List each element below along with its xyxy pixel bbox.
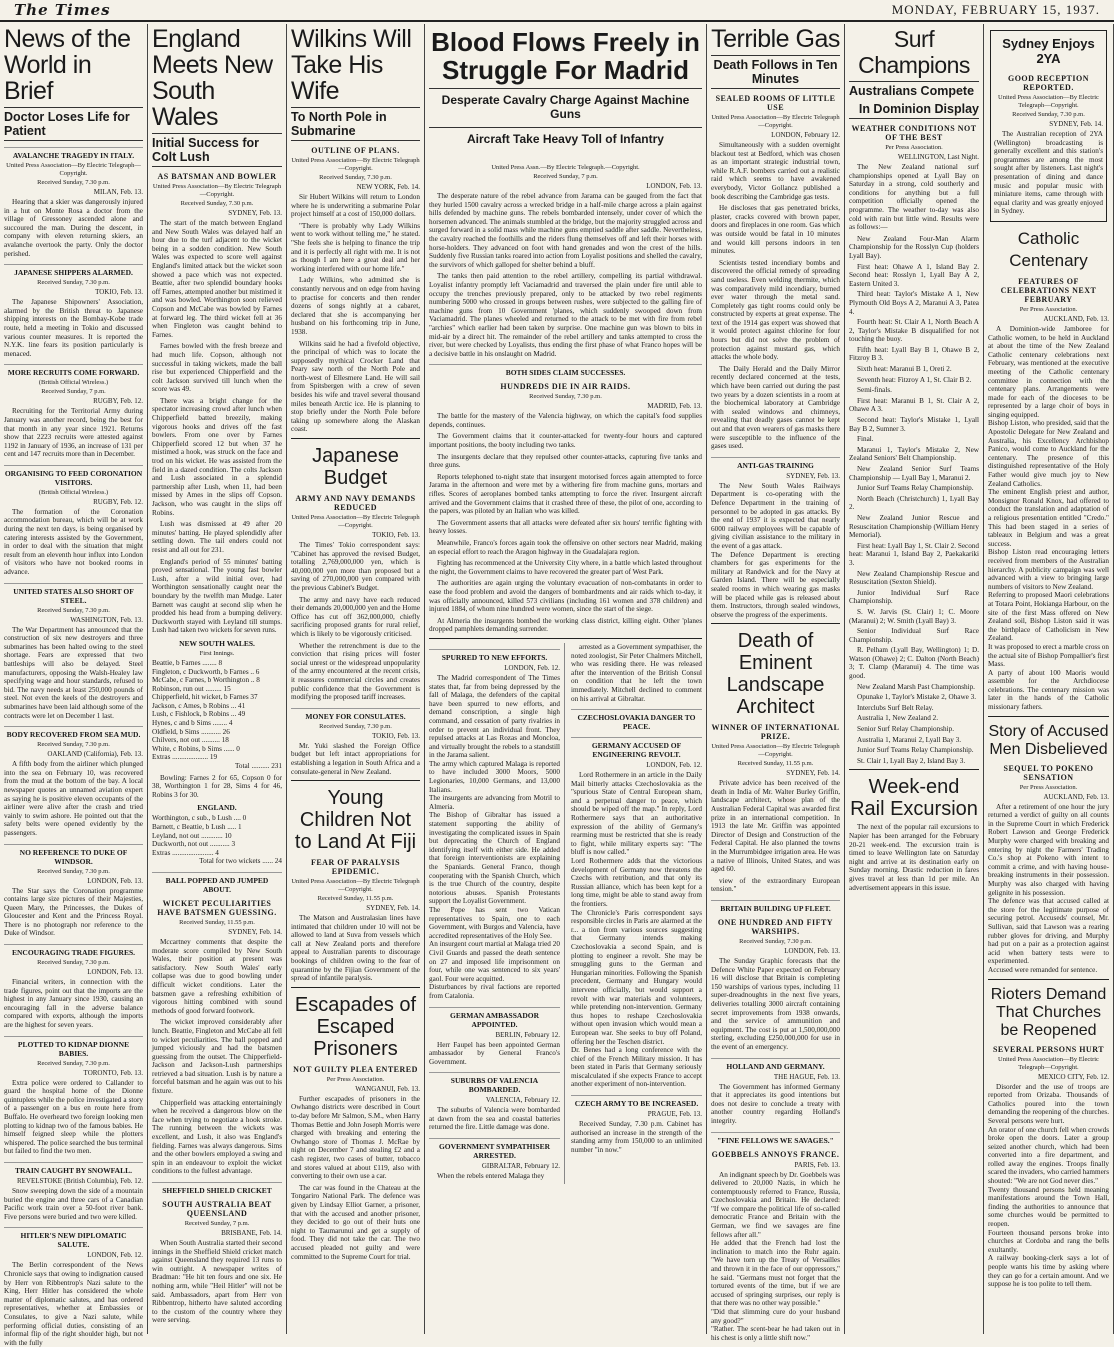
- kicker-pokeno: SEQUEL TO POKENO SENSATION: [1003, 763, 1094, 782]
- scorecard-eng-total: Total for two wickets ...... 24: [199, 857, 282, 866]
- received-fleet: Received Sunday, 7.30 p.m.: [739, 938, 812, 945]
- story-received: Received Sunday, 7.30 p.m.: [37, 179, 110, 186]
- story-head-both-sides: BOTH SIDES CLAIM SUCCESSES.: [429, 364, 702, 377]
- story-dateline: MILAN, Feb. 13.: [93, 188, 143, 196]
- story-head: GOVERNMENT SYMPATHISER ARRESTED.: [429, 1138, 560, 1160]
- story-dateline: TORONTO, Feb. 13.: [83, 1068, 143, 1077]
- catholic-text: A Dominion-wide Jamboree for Catholic women, to be held in Auckland at about the time of the New Zealand Catholic centenary celebrations next February, was mentioned at the executive meeting of the Catholic centenary committee in connection with the centenary plans. Arrangements were made for each of the dioceses to be represented by a large choir of boys in singing equipped. Bishop Liston, who presided, said that the Apostolic Delegate for New Zealand and Australia, his Excellency Archbishop Panico, would come to Auckland for the centenary. The presence of this distinguished representative of the Holy Father would give much joy to New Zealand Catholics. The eminent English priest and author, Monsignor Ronald Knox, had offered to conduct the translation and adaptation of a religious presentation entitled "Credo." This had been staged in a series of tableaux in Belgium and was a great success. Bishop Liston read encouraging letters received from members of the Australian hierarchy. A publicity campaign was well advanced with a view to bringing large numbers of visitors to New Zealand. Referring to proposed Maori celebrations at Totara Point, Hokianga Harbour, on the site of the first Mass offered on New Zealand soil, Bishop Liston said it was the birthplace of Catholicism in New Zealand. It was proposed to erect a marble cross on the actual site of Bishop Pompallier's first Mass. A party of about 100 Maoris would assemble for the Archdiocese celebrations. The centenary mission was later in the hands of the Catholic missionary fathers.: [988, 324, 1109, 712]
- score-line: Robinson, run out ......... 15: [152, 684, 231, 693]
- received-madrid: Received Sunday, 7 p.m.: [533, 173, 598, 180]
- rail-text: The next of the popular rail excursions to Napier has been arranged for the February 20-21 week-end. The excursion train is timed to leave Wellington late on Saturday night and arrive at its destination early on Sunday morning. Drastic reduction in fares gives travel at less than 1d per mile. An advertisement appears in this issue.: [849, 823, 979, 892]
- gas-paragraphs: [711, 141, 840, 451]
- headline-architect: Death of Eminent Landscape Architect: [726, 630, 825, 719]
- paragraph: He discloses that gas penetrated bricks, plaster, cracks covered with brown paper, doors and fireplaces in one room. Gas which was outside would be fatal in 10 minutes and would kill persons indoors in ten minutes.: [711, 204, 840, 256]
- paragraph: At Almeria the insurgents bombed the working class district, killing eight. Other 'planes dropped pamphlets demanding surrender.: [429, 616, 702, 634]
- masthead-date: MONDAY, FEBRUARY 15, 1937.: [891, 2, 1100, 17]
- dateline-wilkins: NEW YORK, Feb. 14.: [356, 183, 420, 191]
- paragraph: Sir Hubert Wilkins will return to London where he is underwriting a submarine Polar project himself at a cost of 150,000 dollars.: [291, 193, 420, 219]
- subhead-doctor: Doctor Loses Life for Patient: [4, 107, 143, 141]
- subhead-wilkins: To North Pole in Submarine: [291, 107, 420, 141]
- scorecard-title: NEW SOUTH WALES.: [179, 638, 255, 648]
- story-head-holland: HOLLAND AND GERMANY.: [711, 1058, 840, 1071]
- story-received: Received Sunday, 7.30 p.m.: [37, 606, 110, 614]
- story-dateline: REVELSTOKE (British Columbia), Feb. 12.: [16, 1176, 143, 1185]
- result-line: R. Pelham (Lyall Bay, Wellington) 1; D. Watson (Ohawe) 2; C. Dalton (North Beach) 3; T. Clamp (Maranui) 4. The time was good.: [849, 646, 979, 681]
- kicker-prisoners: NOT GUILTY PLEA ENTERED: [293, 1064, 418, 1074]
- result-line: Junior Individual Surf Race Championship.: [849, 588, 979, 606]
- result-line: First heat: Lyall Bay 1, St. Clair 2. Second heat: Maranui 1, Island Bay 2, Paekakariki 3.: [849, 541, 979, 567]
- result-line: New Zealand Marsh Past Championship.: [857, 682, 975, 691]
- dateline-rioters: MEXICO CITY, Feb. 12.: [1037, 1072, 1109, 1081]
- story-head: NO REFERENCE TO DUKE OF WINDSOR.: [4, 844, 143, 866]
- scorecard-eng-title: ENGLAND.: [197, 803, 237, 813]
- story-received: Received Sunday, 7.30 p.m.: [37, 741, 110, 749]
- story-text: Herr Faupel has been appointed German ambassador by General Franco's Government.: [429, 1040, 560, 1066]
- kicker-architect: WINNER OF INTERNATIONAL PRIZE.: [711, 723, 840, 742]
- headline-cricket: England Meets New South Wales: [152, 25, 273, 131]
- credit-accused: Per Press Association.: [1019, 783, 1078, 791]
- sheffield-text: When South Australia started their second innings in the Sheffield Shield cricket match against Queensland they required 13 runs to win outright. A newspaper writes of Bradman: "He hit ten fours and one six. He nothing arm, while "Heil Hitler" will not be said. Ambassadors, apart from Herr von Ribbentrop, hitherto have saluted according to the custom of the country where they were serving.: [152, 1239, 282, 1325]
- result-line: Third heat: Taylor's Mistake A 1, New Plymouth Old Boys A 2, Maranui A 3, Patea 4.: [849, 290, 979, 316]
- story-credit: United Press Association—By Electric Telegraph—Copyright.: [6, 162, 141, 177]
- kicker-sheffield: SOUTH AUSTRALIA BEAT QUEENSLAND: [162, 1200, 272, 1218]
- story-dateline: OAKLAND (California), Feb. 13.: [47, 750, 143, 759]
- headline-fiji: Young Children Not to Land At Fiji: [294, 787, 417, 854]
- column-madrid: [425, 24, 707, 1334]
- received-2ya: Received Sunday, 7.30 p.m.: [1012, 111, 1085, 118]
- kicker-catholic: FEATURES OF CELEBRATIONS NEXT FEBRUARY: [1000, 276, 1097, 304]
- antigas-text: The New South Wales Railways Department is co-operating with the Defence Department in the training of personnel to be adopted in gas attacks. By the end of 1937 it is expected that nearly 6000 railway employees will be capable of giving civilian assistance to the military in the event of a gas attack. The Defence Department is erecting chambers for gas experiments for the military at Randwick and for the Navy at Garden Island. There will be especially sealed rooms in which wearing gas masks will be placed while gas is released about them. Instructors, through sealed windows, observe the progress of the experiments.: [711, 481, 840, 619]
- story-head: ORGANISING TO FEED CORONATION VISITORS.: [4, 465, 143, 487]
- paragraph: Lush was dismissed at 49 after 20 minutes' batting. He played splendidly after settling down. The tail enders could not resist and all out for 231.: [152, 520, 282, 554]
- result-line: Maranui 1, Taylor's Mistake 2, New Zealand Seniors' Belt Championship.: [849, 445, 979, 463]
- headline-rail: Week-end Rail Excursion: [850, 776, 978, 821]
- score-line: Oldfield, b Sims ........... 26: [152, 727, 230, 736]
- goebbels-text: An indignant speech by Dr. Goebbels was delivered to 20,000 Nazis, in which he contemptuously referred to France, Russia, Czechoslovakia and Britain. He declared: "If we compare the political life of so-called democratic France and Britain with the German, we find we savages are fine fellows after all." He added that the French had lost the inclination to match into the Ruhr again. "We have torn up the Treaty of Versailles and thrown it in the face of our oppressors," he said. "Germans must not forget that the tortured events of the time, but if we are accused of springing surprises, our reply is that there was no other way possible." "Did that slimming cure do your husband any good?" "Rather. The scent-bear he had taken out in his chest is only a little shift now.": [711, 1170, 840, 1342]
- story-received: Received Sunday, 7.30 p.m.: [37, 279, 110, 287]
- dateline-both-sides: MADRID, Feb. 13.: [647, 402, 702, 411]
- kicker-goebbels: GOEBBELS ANNOYS FRANCE.: [711, 1149, 840, 1159]
- headline-gas: Terrible Gas: [711, 25, 840, 53]
- score-line: McCabe, c Farnes, b Worthington .. 8: [152, 676, 260, 685]
- paragraph: The tanks then paid attention to the rebel artillery, compelling its partial withdrawal. Loyalist infantry promptly left Vaciamadrid and traversed the plain under fire until able to occupy the trenches previously prepared, only to be attacked by two rebel regiments numbering 5000 who crossed in groups between rushes, were subjected to the galling fire of machine guns from 10 Government 'planes, which suddenly swooped down from Vaciamadrid. The planes wheeled and returned to the attack to be met with fire from rebel "archies" which earlier had been taken by surprise. One machine gun was blown to bits in mid-air by a direct hit. The remainder of the rebel artillery and tanks attempted to cross the river, but were checked by Loyalists, thus ending the first phase of what Franco hopes will be a decisive battle in his onslaught on Madrid.: [429, 272, 702, 358]
- dateline-goebbels: PARIS, Feb. 13.: [794, 1160, 840, 1169]
- paragraph: The car was found in the Chateau at the Tongariro National Park. The defence was given by Lindsay Elliot Garner, a prisoner, that with the accused and another prisoner, they decided to go out of their huts one night to Taumarunui and get a supply of food. They did not take the car. The two accused pleaded not guilty and were committed to the Supreme Court for trial.: [291, 1183, 420, 1261]
- result-line: Fourth heat: St. Clair A 1, North Beach A 2, Taylor's Mistake B disqualified for not touching the buoy.: [849, 318, 979, 344]
- result-line: Junior Surf Teams Relay Championship.: [857, 746, 974, 755]
- madrid-lower-right: [571, 643, 702, 1184]
- story-received: Received Sunday, 7.30 p.m.: [37, 1059, 110, 1067]
- headline-2ya: Sydney Enjoys 2YA: [1002, 36, 1095, 66]
- kicker-fleet: ONE HUNDRED AND FIFTY WARSHIPS.: [717, 918, 834, 936]
- fiji-text: The Matson and Australasian lines have intimated that children under 10 will not be allowed to land at Suva from vessels which call at New Zealand ports and therefore appeal to Australian parents to discourage bookings of children owing to the fear of quarantine by the Fijian Government of the spread of infantile paralysis.: [291, 914, 420, 983]
- story-head: SPURRED TO NEW EFFORTS.: [429, 649, 560, 662]
- story-text: The Star says the Coronation programme contains large size pictures of their Majesties, Queen Mary, the Princesses, the Dukes of Gloucester and Kent and the Princess Royal. There is no photograph nor reference to the Duke of Windsor.: [4, 886, 143, 938]
- result-line: New Zealand Championship Rescue and Resuscitation (Sexton Shield).: [849, 569, 979, 587]
- score-line: Extras .................... 19: [152, 753, 218, 762]
- dateline-sheffield: BRISBANE, Feb. 14.: [221, 1229, 282, 1237]
- story-head: GERMANY ACCUSED OF ENGINEERING REVOLT.: [571, 737, 702, 759]
- story-head: CZECH ARMY TO BE INCREASED.: [571, 1095, 702, 1108]
- credit-architect: United Press Association—By Electric Telegraph—Copyright.: [711, 743, 840, 759]
- wicket-paragraphs: [152, 938, 282, 1176]
- credit-prisoners: Per Press Association.: [326, 1075, 385, 1083]
- cricket-paragraphs: [152, 219, 282, 635]
- paragraph: The authorities are again urging the voluntary evacuation of non-combatants in order to ease the food problem and avoid the dangers of bombardments and air raids which to-day, it was officially announced, killed 573 civilians (including 161 women and 378 children) and injured 1884, of whom nine hundred were women, since the start of the siege.: [429, 579, 702, 614]
- wilkins-paragraphs: [291, 193, 420, 434]
- subhead-cavalry: Desperate Cavalry Charge Against Machine Guns: [429, 88, 702, 125]
- story-head: TRAIN CAUGHT BY SNOWFALL.: [4, 1162, 143, 1175]
- paragraph: "There is probably why Lady Wilkins went to work without telling me," he stated. "She feels she is helping to finance the trip and it is perfectly all right with me. It is not as though I am here a great deal and her working interfered with our home life.": [291, 221, 420, 273]
- dateline-consulates: TOKIO, Feb. 13.: [372, 731, 420, 740]
- score-line: Beattie, b Farnes ........ 8: [152, 658, 223, 667]
- result-line: First heat: Ohawe A 1, Island Bay 2. Second heat: Rosslyn 1, Lyall Bay A 2, Eastern United 3.: [849, 262, 979, 288]
- column-gas: [707, 24, 845, 1342]
- dateline-antigas: SYDNEY, Feb. 13.: [786, 471, 840, 480]
- story-text: Lord Rothermere in an article in the Daily Mail bitterly attacks Czechoslovakia as the "spurious State of Central European sham, and a perpetual danger to peace, which should be wiped off the map." In reply, Lord Rothermere says that an authoritative expression of the ability of Germany's rearming must be restricted that she is ready to fight, while military experts say: "The bluff is now called." Lord Rothermere adds that the victorious development of Germany now threatens the Czechs with retribution, and that only its Russian alliance, which has been kept for a long time, might be able to stand away from the frontiers. The Chronicle's Paris correspondent says responsible circles in Paris are alarmed at the r... a tion from various sources suggesting that Germany intends making Czechoslovakia a second Spain, and is plotting to engineer a revolt. She may be smuggling guns to the German and Hungarian minorities. Following the Spanish precedent, Germany and Hungary would intervene officially, but would support a revolt with war materials and volunteers, while pretending non-intervention. Germany thus hopes to reshape Czechoslovakia without open invasion which would mean a European war. She seeks to buy off Poland, offering her the Teschen district. Dr. Benes had a long conference with the chief of the French Military mission. It has been stated in Paris that Germany seriously miscalculated if she expects France to accept another experiment of non-intervention.: [571, 771, 702, 1089]
- paragraph: The wicket improved considerably after lunch. Beattie, Fingleton and McCabe all fell to wicket peculiarities. The ball popped and jumped viciously and had the batsmen guessing from the outset. The Chipperfield-Jackson and Jackson-Lush partnerships retrieved a bad situation. Lush is by nature a forceful batsman and he again was out to his fixture.: [152, 1018, 282, 1096]
- story-head: SUBURBS OF VALENCIA BOMBARDED.: [429, 1072, 560, 1094]
- column-wilkins: [287, 24, 425, 1334]
- paragraph: Wilkins said he had a fivefold objective, the principal of which was to locate the supposedly mythical Crocker Land that Peary saw north of the North Pole and north-west of Ellesmere Land. He will sail from Spitsbergen with a crew of seven besides his wife and travel several thousand miles beneath Arctic ice. He is planning to stop briefly under the North Pole before taking up somewhere along the Alaskan coast.: [291, 339, 420, 434]
- rioters-text: Disorder and the use of troops are reported from Orizaba. Thousands of Catholics poured into the town demanding the reopening of the churches. Several persons were hurt. An orator of one church fell when crowds broke open the doors. Later a group seized another church, which had been converted into a fire department, and rolled away the engines. Troops finally scared the invaders, who carried hammers shouted: "We are not God never dies." Twenty thousand persons held meaning manifestations around the Town Hall, finding the authorities to announce that some churches would be permitted to reopen. Fourteen thousand persons broke into churches at Cordoba and rang the bells exultantly. A railway booking-clerk says a lot of people wants his time by asking where they can go for a certain amount. And we suppose he is too polite to tell them.: [988, 1082, 1109, 1289]
- story-head-savages: "FINE FELLOWS WE SAVAGES.": [711, 1132, 840, 1145]
- rule: [291, 780, 420, 781]
- headline-rioters: Rioters Demand That Churches be Reopened: [990, 985, 1107, 1039]
- story-text: The formation of the Coronation accommodation bureau, which will be at work during the next ten days, is being organised by catering interests assisted by the Government, in order to deal with the situation that might result from an eleventh hour influx into London of visitors who have not booked rooms in advance.: [4, 507, 143, 577]
- paragraph: The Daily Herald and the Daily Mirror recently declared concerned at the tests, which have been carried out during the past two years by a dozen scientists in a room at the biochemical laboratory at Cambridge with sealed windows and chimneys, revealing that deadly gases cannot be kept out and that even wearers of gas masks there were susceptible to the influence of the gases used.: [711, 364, 840, 451]
- credit-gas: United Press Association—By Electric Telegraph—Copyright.: [711, 114, 840, 129]
- scorecard-sub: First Innings.: [199, 649, 235, 657]
- surf-text: The New Zealand national surf championships opened at Lyall Bay on Saturday in a strong, cold southerly and conditions for anything but a full competition officially opened the programme. The weather to-day was also cold with rain but little wind. Results were as follows:—: [849, 163, 979, 232]
- story-head: GERMAN AMBASSADOR APPOINTED.: [429, 1007, 560, 1029]
- paragraph: Further escapades of prisoners in the Owhango districts were described in Court to-day before Mr Salmon, S.M., when Harry Thomas Bettie and John Joseph Morris were charged with breaking and entering the Owhango store of Thomas J. McRae by night on December 7 and stealing £2 and a cash register, two cases of butter, tobacco and stores valued at about £119, also with converting to their own use a car.: [291, 1094, 420, 1181]
- credit-catholic: Per Press Association.: [1019, 305, 1078, 313]
- paragraph: The Government claims that it counter-attacked for twenty-four hours and captured important positions, the booty including two tanks.: [429, 432, 702, 450]
- headline-accused: Story of Accused Men Disbelieved: [988, 722, 1109, 758]
- rule: [988, 979, 1109, 980]
- architect-tail: view of the extraordinary European tension.": [711, 876, 840, 894]
- story-text: Received Sunday, 7.30 p.m. Cabinet has authorised an increase in the strength of the standing army from 150,000 to an unlimited number "in now.": [571, 1120, 702, 1154]
- story-text: Recruiting for the Territorial Army during January was another record, being the best for that month in any year since 1921. Returns show that 2223 recruits were attested against 1192 in January of 1936, an increase of 131 per cent and 147 recruits more than in December.: [4, 407, 143, 459]
- story-head: CZECHOSLOVAKIA DANGER TO PEACE.: [571, 709, 702, 731]
- world-brief-stories: [4, 147, 143, 1347]
- result-line: St. Clair 1, Lyall Bay 2, Island Bay 3.: [857, 756, 966, 765]
- credit-wilkins: United Press Association—By Electric Telegraph—Copyright.: [291, 157, 420, 172]
- paragraph: Fighting has recommenced at the University City where, in a battle which lasted throughout the night, the Government claims to have recovered the greater part of West Park.: [429, 559, 702, 576]
- paragraph: There was a bright change for the spectator increasing crowd after lunch when Chipperfield batted breezily, making vigorous hooks and drives off the fast bowlers. From one over by Farnes Chipperfield scored 12 but when 37 he mistimed a hook, was struck on the face and trod on his wicket. He was assisted from the field in a dazed condition. The colts Jackson and Lush associated in a splendid partnership after Lush, when 11, had been missed by Ames in the slips off Copson. Jackson, who was caught in the slips off Robins.: [152, 396, 282, 517]
- story-dateline: TOKIO, Feb. 13.: [95, 288, 143, 297]
- score-line: Lush, c Fishlock, b Robins ... 49: [152, 710, 246, 719]
- credit-cricket: United Press Association—By Electric Telegraph—Copyright.: [152, 183, 282, 198]
- score-line: Extras ....................... 4: [152, 848, 219, 857]
- headline-catholic: Catholic Centenary: [1009, 228, 1088, 270]
- story-head: PLOTTED TO KIDNAP DIONNE BABIES.: [4, 1036, 143, 1058]
- subhead-dominion: In Dominion Display: [849, 100, 979, 119]
- column-cricket: [148, 24, 287, 1334]
- credit-surf: Per Press Association.: [885, 144, 943, 151]
- story-text: The Japanese Shipowners' Association, alarmed by the British threat to Japanese shipping interests on the Bombay-Kobe trade route, held a meeting in Tokio and discussed various counter measures. It is reported the N.Y.K. line fears its position particularly is menaced.: [4, 298, 143, 358]
- holland-text: The Government has informed Germany that it appreciates its good intentions but does not desire to conclude a treaty with another country regarding Holland's integrity.: [711, 1082, 840, 1125]
- result-line: Fifth heat: Lyall Bay B 1, Ohawe B 2, Fitzroy B 3.: [849, 345, 979, 363]
- credit-madrid: United Press Assn.—By Electric Telegraph.—Copyright.: [491, 164, 640, 171]
- dateline-gas: LONDON, February 12.: [771, 131, 840, 139]
- result-line: Seventh heat: Fitzroy A 1, St. Clair B 2.: [857, 375, 972, 384]
- accused-text: After a retirement of one hour the jury returned a verdict of guilty on all counts in the Supreme Court in which Frederick Robert Lawson and George Frederick Murphy were charged with breaking and entering by night the Farmers' Trading Co.'s shop at Pokeno with intent to commit a crime, and with having house-breaking instruments in their possession. Murphy was also charged with having gelignite in his possession. The defence was that accused called at the store for the legitimate purpose of securing petrol. Accuseds' counsel, Mr. Sullivan, said that Lawson was a rearing rubber gloves for driving, and Murphy had put on a pair as a protection against acid when battery tests were to experimented. Accused were remanded for sentence.: [988, 802, 1109, 974]
- received-wicket: Received Sunday, 11.55 p.m.: [179, 918, 255, 926]
- result-line: Second heat: Taylor's Mistake 1, Lyall Bay B 2, Sumner 3.: [849, 416, 979, 433]
- score-line: Leyland, not out ............ 10: [152, 831, 232, 840]
- story-text: The suburbs of Valencia were bombarded at dawn from the sea and coastal batteries returned the fire. Little damage was done.: [429, 1106, 560, 1132]
- paragraph: The insurgents declare that they repulsed other counter-attacks, capturing five tanks and three guns.: [429, 452, 702, 470]
- story-head: ENCOURAGING TRADE FIGURES.: [4, 944, 143, 957]
- score-line: Chipperfield, hit wicket, b Farnes 37: [152, 693, 258, 702]
- result-line: Interclubs Surf Belt Relay.: [857, 703, 934, 712]
- story-head-antigas: ANTI-GAS TRAINING: [711, 457, 840, 470]
- story-head-consulates: MONEY FOR CONSULATES.: [291, 708, 420, 721]
- headline-madrid: Blood Flows Freely in Struggle For Madrid: [431, 27, 700, 85]
- kicker-reception: GOOD RECEPTION REPORTED.: [1007, 74, 1089, 92]
- dateline-prisoners: WANGANUI, Feb. 13.: [355, 1084, 420, 1093]
- 2ya-text: The Australian reception of 2YA (Wellington) broadcasting is generally excellent and this station's programmes are among the most sought after by listeners. Last night's presentation of dining and dance music and popular music with miniature items, came through with equal clarity and was greatly enjoyed in Sydney.: [994, 130, 1103, 216]
- story-received: Received Sunday, 7.30 p.m.: [37, 867, 110, 875]
- paragraph: Simultaneously with a sudden overnight blackout test at Bedford, which was chosen as an important strategic industrial town, while R.A.F. bombers carried out a realistic raid which seems to have awakened everybody, Victor Gollancz published a book describing the Cambridge gas tests.: [711, 141, 840, 201]
- story-dateline: RUGBY, Feb. 12.: [93, 397, 143, 406]
- dateline-budget: TOKIO, Feb. 13.: [372, 531, 420, 540]
- kicker-weather: WEATHER CONDITIONS NOT OF THE BEST: [851, 124, 977, 142]
- story-dateline: PRAGUE, Feb. 13.: [647, 1110, 702, 1119]
- received-architect: Received Sunday, 11.55 p.m.: [737, 760, 814, 768]
- scorecard-eng: [152, 814, 282, 857]
- story-received: Received Sunday, 7 p.m.: [41, 388, 106, 396]
- story-text: Snow sweeping down the side of a mountain buried the engine and three cars of a Canadian Pacific work train over a 50-foot river bank. Five persons were buried and two were killed.: [4, 1186, 143, 1221]
- score-line: White, c Robins, b Sims ...... 0: [152, 744, 240, 753]
- credit-rioters: United Press Association—By Electric Telegraph—Copyright.: [998, 1055, 1099, 1071]
- story-dateline: WASHINGTON, Feb. 13.: [70, 615, 143, 624]
- paragraph: The desperate nature of the rebel advance from Jarama can be gauged from the fact that they hurled 1500 cavalry across a wrecked bridge in a half-mile charge across a plain against hills defended by machine guns. The rebels bombarded intensely, under cover of which the horsemen advanced. The animals stumbled at the bridge, but the majority struggled across and surged forward in a solid mass while machine guns emptied saddle after saddle. Nevertheless, the cavalry reached the foothills and the riders flung themselves off and left their horses with horse-holders. They advanced on foot with hand grenades and won the crest of the hills. Suddenly five Russian tanks roared into action from Loyalist positions and shelled the cavalry, the survivors of which galloped for shelter behind a bluff.: [429, 192, 702, 269]
- story-head-ball-popped: BALL POPPED AND JUMPED ABOUT.: [152, 872, 282, 894]
- dateline-wicket: SYDNEY, Feb. 14.: [228, 927, 282, 936]
- dateline-fleet: LONDON, Feb. 13.: [784, 947, 840, 955]
- kicker-cricket: AS BATSMAN AND BOWLER: [157, 172, 277, 181]
- story-head: MORE RECRUITS COME FORWARD.: [4, 364, 143, 377]
- rule: [291, 987, 420, 988]
- rule: [849, 769, 979, 770]
- kicker-budget: ARMY AND NAVY DEMANDS REDUCED: [295, 494, 416, 513]
- kicker-rioters: SEVERAL PERSONS HURT: [992, 1044, 1105, 1054]
- paragraph: Chipperfield was attacking entertainingly when he received a dangerous blow on the face when trying to negotiate a hook stroke. The running between the wickets was excellent, and Lush, it also was England's fielding. Farnes was always dangerous. Sims and the other bowlers employed a swing and spin in an endeavour to exploit the wicket conditions to the fullest advantage.: [152, 1098, 282, 1176]
- story-credit: (British Official Wireless.): [38, 488, 109, 496]
- result-line: New Zealand Senior Surf Teams Championship — Lyall Bay 1, Maranui 2.: [849, 465, 979, 482]
- result-line: Senior Individual Surf Race Championship.: [849, 627, 979, 644]
- story-dateline: LONDON, Feb. 12.: [504, 663, 560, 672]
- paragraph: Scientists tested incendiary bombs and discovered the official remedy of spreading sand useless. Even welding thermite, which was comparatively mild incendiary, burned ever water through the metal sand. Completely gas tight rooms could only be constructed by experts at great expense. The text of the 1914 gas expert was showed that it would protect against chlorine for four hours but did not solve the problem of protection against mustard gas, which attacks the whole body.: [711, 258, 840, 362]
- story-text: Hearing that a skier was dangerously injured in a hut on Monte Rosa a doctor from the village of Gressoney ascended alone and succoured the man. During the descent, in company with eleven returning skiers, an avalanche overtook the party. Only the doctor perished.: [4, 198, 143, 258]
- result-line: Senior Surf Relay Championship.: [857, 725, 955, 734]
- dateline-madrid: LONDON, Feb. 13.: [646, 182, 702, 190]
- credit-fiji: United Press Association—By Electric Telegraph—Copyright.: [291, 878, 420, 894]
- fleet-text: The Sunday Graphic forecasts that the Defence White Paper expected on February 16 will disclose that Britain is completing 150 warships of various types, including 11 super-dreadnoughts in the next five years, deliveries totalling 3000 aircraft containing secret improvements from 1938 onwards, and the service of ammunition and equipment. The cost is put at 1,500,000,000 sterling, excluding £250,000,000 for use in the event of an emergency.: [711, 957, 840, 1051]
- paragraph: The start of the match between England and New South Wales was delayed half an hour due to the turf adjacent to the wicket being in a sodden condition. New South Wales was expected to score well against England's limited attack but the wicket soon showed a pace which was not expected. Beattie, after two splendid boundary hooks off Farnes, attempted another but mistimed it and was bowled. Worthington soon relieved Copson and McCabe was bowled by Farnes at forward leg. The third wicket fell at 36 when Fingleton was caught behind to Farnes.: [152, 219, 282, 339]
- kicker-wilkins: OUTLINE OF PLANS.: [311, 146, 400, 155]
- bowling-figures: Bowling: Farnes 2 for 65, Copson 0 for 38, Worthington 1 for 28, Sims 4 for 46, Robins 3 for 30.: [152, 773, 282, 799]
- result-line: New Zealand Four-Man Alarm Championship for the Rosslyn Cup (holders Lyall Bay).: [849, 234, 979, 260]
- received-both-sides: Received Sunday, 7.30 p.m.: [529, 393, 602, 401]
- result-line: S. W. Jarvis (St. Clair) 1; C. Moore (Maranui) 2; W. Smith (Lyall Bay) 3.: [849, 607, 979, 625]
- paragraph: The army and navy have each reduced their demands 20,000,000 yen and the Home Office has cut off 362,000,000, chiefly sacrificing proposed grants for rural relief, which is likely to be vigorously criticised.: [291, 595, 420, 638]
- story-dateline: RUGBY, Feb. 12.: [93, 497, 143, 506]
- kicker-wicket: WICKET PECULIARITIES HAVE BATSMEN GUESSING.: [157, 898, 277, 917]
- kicker-fiji: FEAR OF PARALYSIS EPIDEMIC.: [310, 858, 401, 877]
- score-line: Worthington, c sub., b Lush .... 0: [152, 814, 247, 823]
- paragraph: The Government asserts that all attacks were defeated after six hours' terrific fighting with heavy losses.: [429, 518, 702, 536]
- received-sheffield: Received Sunday, 7 p.m.: [184, 1220, 250, 1227]
- credit-2ya: United Press Association—By Electric Telegraph—Copyright.: [998, 94, 1099, 109]
- dateline-cricket: SYDNEY, Feb. 13.: [228, 209, 282, 217]
- result-line: North Beach (Christchurch) 1, Lyall Bay 2.: [849, 494, 979, 512]
- kicker-air-raids: HUNDREDS DIE IN AIR RAIDS.: [500, 382, 631, 392]
- story-dateline: LONDON, Feb. 13.: [87, 876, 143, 885]
- rule: [429, 638, 702, 639]
- subhead-australians: Australians Compete: [849, 81, 979, 100]
- paragraph: The battle for the mastery of the Valencia highway, on which the capital's food supplies depends, continues.: [429, 412, 702, 429]
- dateline-holland: THE HAGUE, Feb. 13.: [773, 1072, 840, 1081]
- story-text: The War Department has announced that the construction of six new destroyers and three submarines has been halted owing to the steel shortage. Fears are expressed that two battleships will also be delayed. Steel manufacturers, opposing the Walsh-Healey law specifying wage and hour standards, refused to bid. The navy needs at least 250,000 pounds of steel. Not even the keels of the destroyers and submarines have been laid although some of the contracts were let on December 1 last.: [4, 625, 143, 720]
- rule: [711, 623, 840, 624]
- story-dateline: LONDON, Feb. 12.: [87, 1251, 143, 1260]
- story-head: HITLER'S NEW DIPLOMATIC SALUTE.: [4, 1227, 143, 1249]
- result-line: Final.: [857, 435, 874, 444]
- story-text: arrested as a Government sympathiser, the noted zoologist, Sir Peter Chalmers Mitchell, who was residing there. He was released after the intervention of the British Consul on condition that he left the town immediately. Mitchell declined to comment on his arrival at Gibraltar.: [571, 642, 702, 703]
- headline-prisoners: Escapades of Escaped Prisoners: [294, 993, 417, 1060]
- story-head-fleet: BRITAIN BUILDING UP FLEET.: [711, 900, 840, 913]
- story-head: JAPANESE SHIPPERS ALARMED.: [4, 264, 143, 277]
- result-line: Junior Surf Teams Relay Championship.: [857, 484, 974, 493]
- story-head: AVALANCHE TRAGEDY IN ITALY.: [4, 147, 143, 160]
- rule: [291, 438, 420, 439]
- kicker-gas: SEALED ROOMS OF LITTLE USE: [715, 94, 836, 112]
- story-head: BODY RECOVERED FROM SEA MUD.: [4, 726, 143, 739]
- story-text: Financial writers, in connection with the trade figures, point out that the imports are the highest in any January since 1930, causing an encouraging fall in the adverse balance compared with exports, although the imports are the highest for seven years.: [4, 978, 143, 1030]
- story-dateline: GIBRALTAR, February 12.: [481, 1162, 560, 1171]
- paragraph: Meanwhile, Franco's forces again took the offensive on other sectors near Madrid, making an especial effort to reach the Aragon highway in the Guadalajara region.: [429, 539, 702, 556]
- dateline-surf: WELLINGTON, Last Night.: [897, 153, 979, 161]
- dateline-architect: SYDNEY, Feb. 14.: [786, 769, 840, 778]
- paragraph: Whether the retrenchment is due to the conviction that rising prices will foster social unrest or the widespread unpopularity of the army encountered at the recent crisis, it reassures commercial circles and creates public confidence that the Government is modifying the proposed tariff increases.: [291, 641, 420, 702]
- headline-world-brief: News of the World in Brief: [4, 25, 131, 105]
- story-text: The Madrid correspondent of The Times states that, far from being depressed by the fall of Malaga, the defenders of the capital have been spurred to new efforts, and demand conscription, a single high command, and cessation of party rivalries in order to prevent an individual front. They repulsed attacks at Las Rozas and Moncloa, and virtually brought the rebels to a standstill in the Jarama salient. The army which captured Malaga is reported to have included 3000 Moors, 5000 Legionaries, 10,000 Germans, and 13,000 Italians. The insurgents are advancing from Motril to Almeria. The Bishop of Gibraltar has issued a statement supporting the ability of investigating the complicated issues in Spain but deprecating the Church of England identifying itself with either side. He added that foreign interventionists are explaining the Spaniards. General Franco, though cooperating with the Spanish Church, which is the true Church of the country, despite notorious abuses. Spanish Protestants support the Loyalist Government. The Pope has sent two Vatican representatives to Spain, one to each Government, with Burgos and Valencia, have accredited representatives of the Holy See. An insurgent court martial at Malaga tried 20 Civil Guards and passed the death sentence on 27 and imposed life imprisonment on four, while one was sentenced to six years' gaol. Four were acquitted. Disturbances by rival factions are reported from Catalonia.: [429, 673, 560, 1000]
- received-wilkins: Received Sunday, 7.30 p.m.: [319, 174, 392, 181]
- column-world-brief: [0, 24, 148, 1347]
- prisoners-paragraphs: [291, 1095, 420, 1261]
- rule: [988, 716, 1109, 717]
- received-cricket: Received Sunday, 7.30 p.m.: [180, 200, 254, 207]
- story-text: The Berlin correspondent of the News Chronicle says that owing to indignation caused by Herr von Ribbentrop's Nazi salute to the King, Herr Hitler has considered the whole matter of diplomatic salutes, and has ordered representatives, whether at Embassies or Consulates, to give a Nazi salute, while performing official duties, consisting of an informal flip of the right shoulder high, but not with the fully: [4, 1261, 143, 1347]
- result-line: Australia 1, New Zealand 2.: [857, 714, 939, 723]
- headline-surf: Surf Champions: [858, 26, 970, 78]
- headline-wilkins: Wilkins Will Take His Wife: [291, 25, 412, 105]
- result-line: Opunake 1, Taylor's Mistake 2, Ohawe 3.: [857, 693, 977, 702]
- column-sydney: [984, 24, 1114, 1334]
- story-received: Received Sunday, 7.30 p.m.: [37, 959, 110, 967]
- story-dateline: VALENCIA, February 12.: [485, 1096, 560, 1105]
- scorecard-nsw: [152, 659, 282, 762]
- score-line: Barnett, c Beattie, b Lush ..... 1: [152, 823, 242, 831]
- story-dateline: BERLIN, February 12.: [495, 1030, 560, 1039]
- architect-text: Private advice has been received of the death in India of Mr. Walter Burley Griffin, landscape architect, whose plan of the Australian Federal Capital was awarded first prize in an international competition. In 1913 the late Mr. Griffin was appointed Director of Design and Construction of the Federal Capital. He also planned the towns in the Murrumbidgee irrigation area. He was a native of Illinois, United States, and was aged 60.: [711, 779, 840, 874]
- story-text: Extra police were ordered to Callander to guard the hospital home of the Dionne quintuplets while the police investigated a story of a passenger on a bus en route here from Buffalo. He overheard two foreign looking men plotting to kidnap two of the famous babies. He himself feigned sleep while the plotters whispered. The police searched the bus terminal but failed to find the two men.: [4, 1078, 143, 1156]
- dateline-accused: AUCKLAND, Feb. 13.: [1043, 792, 1109, 801]
- headline-japanese-budget: Japanese Budget: [312, 445, 399, 490]
- story-text: When the rebels entered Malaga they: [437, 1172, 545, 1181]
- score-line: Duckworth, not out ........... 3: [152, 840, 236, 849]
- result-line: Australia 1, Maranui 2, Lyall Bay 3.: [857, 735, 961, 744]
- result-line: First heat: Maranui B 1, St. Clair A 2, Ohawe A 3.: [849, 396, 979, 414]
- story-dateline: LONDON, Feb. 13.: [87, 968, 143, 977]
- consulates-text: Mr. Yuki slashed the Foreign Office budget but left intact appropriations for establishing a legation in South Africa and a consulate-general in New Zealand.: [291, 741, 420, 776]
- madrid-lower-left: [429, 643, 565, 1184]
- story-head: UNITED STATES ALSO SHORT OF STEEL.: [4, 583, 143, 605]
- column-surf: [845, 24, 984, 1334]
- masthead: [0, 0, 1114, 22]
- scorecard-total: Total .......... 231: [234, 762, 282, 771]
- subhead-gas: Death Follows in Ten Minutes: [711, 55, 840, 89]
- madrid-paragraphs: [429, 192, 702, 358]
- masthead-title: The Times: [14, 1, 111, 19]
- score-line: Jackson, c Ames, b Robins ... 41: [152, 701, 246, 710]
- paragraph: England's period of 55 minutes' batting proved sensational. The young fast bowler Lush, after a wild initial over, had Worthington sensationally caught near the boundary by the twelfth man Mudge. Later Barnett was caught at second slip when he prodded his head from a bumping delivery. Duckworth stayed with Leyland till stumps. Lush had taken two wickets for seven runs.: [152, 557, 282, 635]
- budget-paragraphs: [291, 541, 420, 702]
- box-sydney-2ya: [990, 30, 1107, 222]
- dateline-catholic: AUCKLAND, Feb. 13.: [1043, 314, 1109, 323]
- paragraph: Lady Wilkins, who admitted she is constantly nervous and on edge from having to practise for concerts and then render dozens of songs nightly at a cabaret, declared that she is accompanying her husband on his forthcoming trip in June, 1938.: [291, 276, 420, 336]
- paragraph: Reports telephoned to-night state that insurgent motorised forces again attempted to force Jarama in the afternoon and were met by a withering fire from machine guns, mortars and rifles. Scores of aeroplanes bombed tanks attempting to force the river. Insurgent aircraft arrived and the Government claims that it crashed three of these, the pilot of one, according to the papers, was piloted by an Italian who was killed.: [429, 472, 702, 516]
- subhead-cricket: Initial Success for Colt Lush: [152, 133, 282, 167]
- story-dateline: LONDON, Feb. 12.: [646, 761, 702, 770]
- credit-budget: United Press Association—By Electric Telegraph—Copyright.: [291, 514, 420, 530]
- dateline-fiji: SYDNEY, Feb. 14.: [366, 904, 420, 913]
- story-head-sheffield: SHEFFIELD SHIELD CRICKET: [152, 1182, 282, 1195]
- result-line: Semi-finals.: [857, 386, 892, 395]
- score-line: Chilvers, not out .......... 18: [152, 736, 229, 745]
- dateline-2ya: SYDNEY, Feb. 14.: [1049, 120, 1103, 128]
- paragraph: The Times' Tokio correspondent says: "Cabinet has approved the revised Budget, totalling 2,769,000,000 yen, which is 40,000,000 yen more than proposed but a saving of 270,000,000 yen compared with the previous Cabinet's Budget.: [291, 541, 420, 592]
- paragraph: Farnes bowled with the fresh breeze and had much life. Copson, although not successful in taking wickets, made the ball rise but experienced Chipperfield and the colt Jackson survived till lunch when the score was 49.: [152, 342, 282, 394]
- received-consulates: Received Sunday, 7.30 p.m.: [319, 722, 392, 730]
- surf-results: [849, 235, 979, 766]
- subhead-aircraft: Aircraft Take Heavy Toll of Infantry: [429, 127, 702, 150]
- madrid-lower-split: [429, 643, 702, 1184]
- story-text: A fifth body from the airliner which plunged into the sea on February 10, was recovered from the mud at the bottom of the bay. A local newspaper quotes an unnamed aviation expert as saying he is positive eleven occupants of the airliner were alive after the crash and tried vainly to swim ashore. He pointed out that the safety belts were opened evidently by the passengers.: [4, 760, 143, 837]
- both-sides-paragraphs: [429, 412, 702, 634]
- received-fiji: Received Sunday, 11.55 p.m.: [317, 895, 394, 903]
- score-line: Hynes, c and b Sims ........ 4: [152, 719, 233, 728]
- paragraph: Mccartney comments that despite the moderate score compiled by New South Wales, their position at present was satisfactory. New South Wales' early collapse was due to good bowling under difficult wicket conditions. Later the batsmen gave a refreshing exhibition of vigorous hitting combined with sound methods of good forward footwork.: [152, 937, 282, 1015]
- result-line: Sixth heat: Maranui B 1, Oreti 2.: [857, 365, 952, 374]
- score-line: Fingleton, c Duckworth, b Farnes .. 6: [152, 667, 260, 676]
- result-line: New Zealand Junior Rescue and Resuscitation Championship (William Henry Memorial).: [849, 513, 979, 540]
- story-credit: (British Official Wireless.): [38, 379, 109, 387]
